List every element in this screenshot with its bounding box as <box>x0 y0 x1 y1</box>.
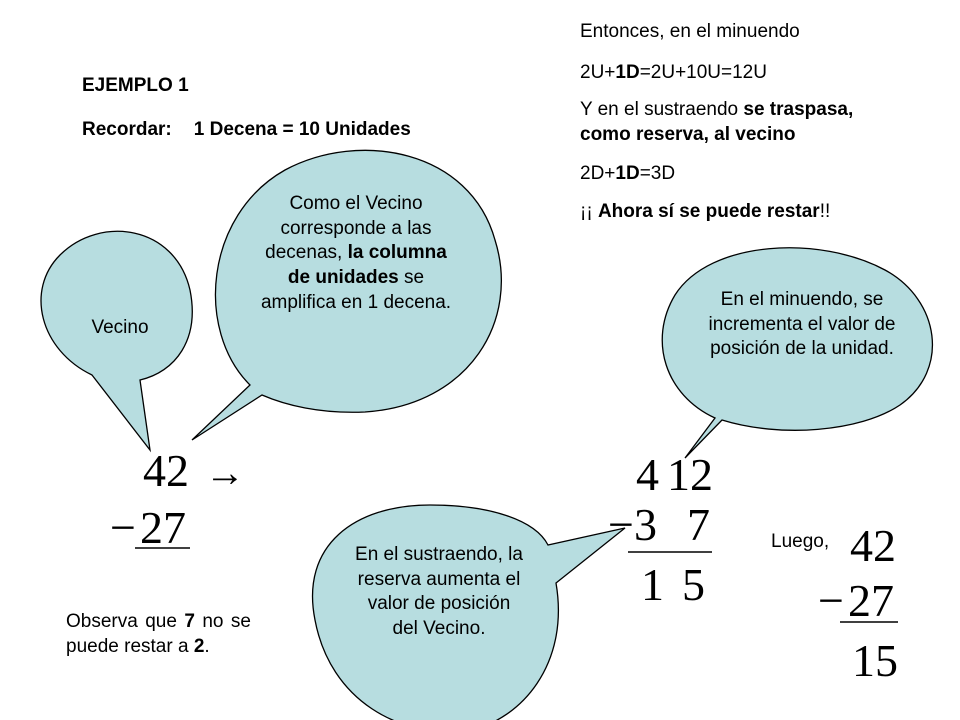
reminder-text: 1 Decena = 10 Unidades <box>193 119 411 140</box>
explanation-line-2: 2U+1D=2U+10U=12U <box>580 61 767 83</box>
math2-middle: −3 7 <box>608 499 710 550</box>
example-title: EJEMPLO 1 <box>82 75 189 96</box>
math3-top: 42 <box>850 520 896 571</box>
then-label: Luego, <box>771 531 830 552</box>
explanation-block <box>580 20 950 225</box>
math2-top: 4 12 <box>636 449 713 500</box>
arrow-icon: → <box>205 450 245 495</box>
explanation-line-5: 2D+1D=3D <box>580 162 676 184</box>
decenas-bubble-text: Como el Vecino corresponde a las decenas, la columna de unidades se amplifica en 1 decena. <box>260 193 452 313</box>
explanation-line-3: Y en el sustraendo se traspasa, <box>580 99 854 121</box>
minuendo-bubble-text: En el minuendo, se incrementa el valor de posición de la unidad. <box>708 289 896 360</box>
math3-middle: −27 <box>818 575 894 626</box>
explanation-line-4: como reserva, al vecino <box>580 124 796 146</box>
observation-note: Observa que 7 no se puede restar a 2. <box>66 611 251 657</box>
explanation-line-1: Entonces, en el minuendo <box>580 21 800 42</box>
reminder-label: Recordar: <box>82 119 172 140</box>
vecino-bubble-text: Vecino <box>91 317 149 338</box>
math3-result: 15 <box>852 635 898 686</box>
explanation-line-6: ¡¡ Ahora sí se puede restar!! <box>580 201 831 223</box>
math1-top: 42 → <box>143 445 245 496</box>
reminder <box>82 118 411 143</box>
math1-bottom: −27 <box>110 502 186 553</box>
math2-result: 1 5 <box>641 559 705 610</box>
sustraendo-bubble-text: En el sustraendo, la reserva aumenta el valor de posición del Vecino. <box>355 544 523 640</box>
